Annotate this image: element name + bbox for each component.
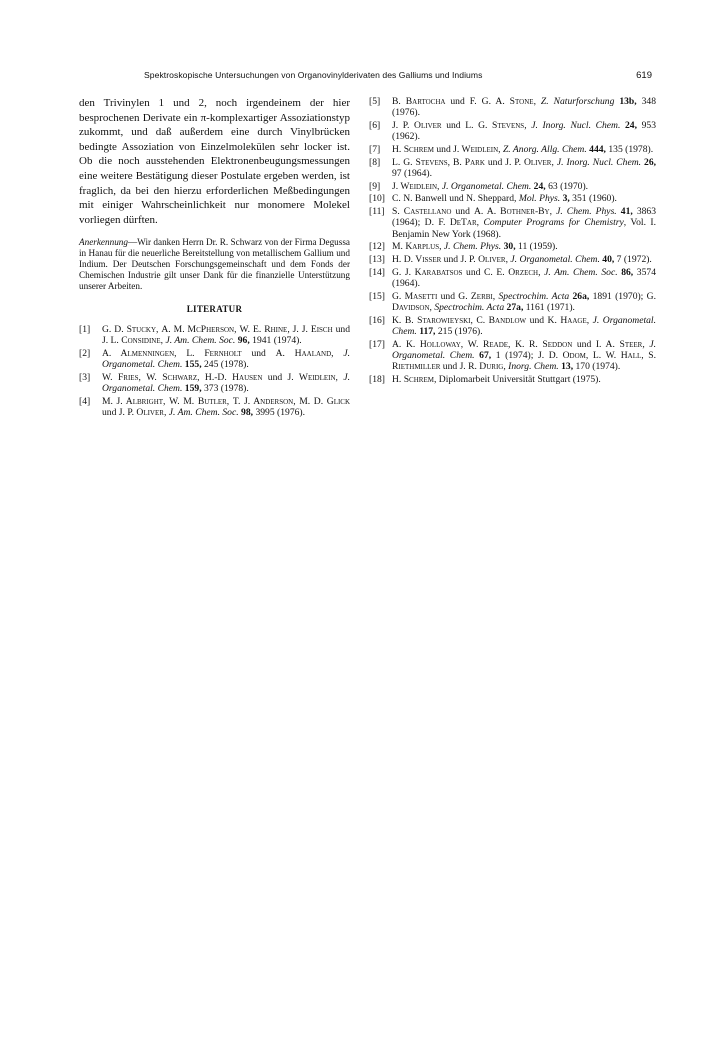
reference-segment: Inorg. Chem. bbox=[508, 361, 559, 373]
reference-segment: 13b, bbox=[619, 96, 637, 107]
reference-segment: J. Chem. Phys. bbox=[443, 241, 502, 253]
page-number: 619 bbox=[636, 70, 652, 81]
reference-text bbox=[392, 241, 558, 252]
reference-segment: , bbox=[460, 338, 468, 350]
reference-segment: J. Organometal. Chem. bbox=[392, 314, 656, 337]
reference-text bbox=[392, 267, 656, 289]
reference-number: [1] bbox=[79, 323, 91, 335]
reference-segment: 96, bbox=[237, 335, 250, 347]
reference-text bbox=[392, 291, 656, 313]
reference-segment: J. Weidlein bbox=[453, 143, 499, 155]
reference-segment: , bbox=[287, 323, 293, 335]
reference-number: [3] bbox=[79, 371, 91, 383]
reference-segment: J. R. Durig bbox=[459, 361, 504, 373]
reference-segment: W. M. Butler bbox=[169, 395, 227, 407]
reference-segment: , bbox=[331, 347, 344, 359]
acknowledgement bbox=[79, 237, 350, 292]
reference-text bbox=[392, 315, 656, 337]
reference-segment: 67, bbox=[479, 349, 492, 361]
reference-segment: A. Haaland bbox=[275, 347, 332, 359]
reference-segment: J. Am. Chem. Soc. bbox=[168, 407, 239, 419]
reference-segment: 30, bbox=[503, 241, 516, 253]
reference-segment: und bbox=[441, 253, 461, 265]
reference-segment: W. Reade bbox=[467, 338, 509, 350]
reference-segment: 86, bbox=[621, 266, 634, 278]
reference-segment: , bbox=[641, 349, 649, 361]
reference-segment: , bbox=[429, 301, 435, 313]
reference-segment: C. E. Orzech bbox=[484, 266, 539, 278]
reference-item bbox=[369, 374, 656, 385]
reference-text bbox=[392, 120, 656, 142]
reference-segment: , bbox=[439, 241, 444, 253]
reference-segment: 953 (1962). bbox=[392, 119, 657, 143]
reference-segment: K. R. Seddon bbox=[515, 338, 573, 350]
reference-segment: , bbox=[163, 395, 170, 407]
reference-segment: und bbox=[484, 156, 506, 168]
reference-number: [2] bbox=[79, 347, 91, 359]
reference-text bbox=[392, 193, 617, 204]
reference-segment: F. G. A. Stone bbox=[469, 96, 534, 107]
reference-number: [18] bbox=[369, 373, 385, 385]
reference-segment: , bbox=[174, 347, 187, 359]
reference-segment: W. Schwarz bbox=[146, 371, 198, 383]
reference-segment: , bbox=[197, 371, 205, 383]
reference-segment: und bbox=[445, 96, 470, 107]
reference-segment: Steer bbox=[619, 338, 643, 350]
reference-segment: A. K. Holloway bbox=[392, 338, 461, 350]
reference-segment: 155, bbox=[184, 359, 202, 371]
reference-segment: 245 (1978). bbox=[201, 359, 249, 371]
reference-item bbox=[369, 96, 656, 119]
reference-number: [15] bbox=[369, 290, 385, 302]
reference-segment: 26a, bbox=[572, 290, 590, 302]
reference-segment: S. Riethmiller bbox=[392, 349, 656, 373]
reference-segment: C. N. Banwell und N. Sheppard, bbox=[392, 193, 519, 205]
reference-segment: und bbox=[441, 119, 466, 131]
reference-segment: , bbox=[524, 119, 532, 131]
reference-segment: 1161 (1971). bbox=[523, 301, 575, 313]
literature-heading: LITERATUR bbox=[186, 303, 243, 314]
reference-number: [5] bbox=[369, 96, 381, 107]
reference-segment: 26, bbox=[644, 156, 657, 168]
reference-segment: J. Organometal. Chem. bbox=[102, 347, 350, 371]
reference-segment: und bbox=[241, 347, 276, 359]
reference-segment: 373 (1978). bbox=[201, 383, 249, 395]
reference-segment: und bbox=[262, 371, 288, 383]
reference-segment: J. Organometal. Chem. bbox=[510, 253, 600, 265]
reference-segment: , bbox=[538, 266, 545, 278]
reference-segment: 7 (1972). bbox=[614, 253, 652, 265]
reference-segment: 97 (1964). bbox=[392, 167, 432, 179]
reference-segment: , bbox=[585, 349, 593, 361]
reference-number: [14] bbox=[369, 266, 385, 278]
reference-segment: J. Inorg. Nucl. Chem. bbox=[531, 119, 621, 131]
right-column bbox=[369, 96, 656, 387]
reference-text bbox=[392, 181, 588, 192]
reference-item bbox=[369, 267, 656, 290]
reference-segment: S. Castellano bbox=[392, 206, 452, 218]
reference-number: [6] bbox=[369, 119, 381, 131]
reference-number: [8] bbox=[369, 156, 381, 168]
reference-segment: M. Karplus bbox=[392, 241, 440, 253]
reference-segment: J. J. Eisch bbox=[292, 323, 333, 335]
reference-text bbox=[392, 96, 656, 118]
reference-segment: 3995 (1976). bbox=[253, 407, 306, 419]
reference-segment: , bbox=[447, 156, 454, 168]
reference-segment: 348 (1976). bbox=[392, 96, 656, 119]
reference-segment: A. A. Bothner-By bbox=[473, 206, 550, 218]
reference-segment: J. Organometal. Chem. bbox=[102, 371, 350, 395]
reference-segment: 117, bbox=[419, 325, 436, 337]
acknowledgement-text: —Wir danken Herrn Dr. R. Schwarz von der Firma Degussa in Hanau für die neuerliche Bereitstellung von metallischem Gallium und Indium. Der Deutschen Forschungsgemeinschaft und dem Fonds der Chemischen Industrie gilt unser Dank für die finanzielle Unterstützung unserer Arbeiten. bbox=[79, 237, 350, 291]
reference-segment: L. G. Stevens bbox=[465, 119, 525, 131]
reference-segment: und bbox=[332, 323, 351, 335]
reference-segment: und bbox=[102, 407, 119, 419]
reference-item bbox=[369, 291, 656, 314]
reference-segment: , bbox=[476, 217, 484, 229]
reference-segment: J. Inorg. Nucl. Chem. bbox=[556, 156, 642, 168]
reference-segment: und bbox=[451, 206, 474, 218]
reference-number: [10] bbox=[369, 193, 385, 205]
reference-segment: J. P. Oliver bbox=[118, 407, 164, 419]
reference-list-left bbox=[79, 324, 350, 419]
reference-segment: , bbox=[234, 323, 240, 335]
reference-segment: 170 (1974). bbox=[573, 361, 621, 373]
reference-segment: 351 (1960). bbox=[569, 193, 617, 205]
reference-segment: 13, bbox=[561, 361, 574, 373]
reference-text bbox=[392, 157, 656, 179]
reference-number: [4] bbox=[79, 395, 91, 407]
reference-text bbox=[102, 396, 350, 418]
reference-segment: , bbox=[551, 156, 557, 168]
reference-item bbox=[79, 372, 350, 395]
reference-segment: , bbox=[138, 371, 147, 383]
reference-segment: C. Bandlow bbox=[476, 314, 527, 326]
reference-segment: 1891 (1970); G. bbox=[589, 290, 656, 302]
reference-segment: K. B. Starowieyski bbox=[392, 314, 471, 326]
reference-segment: , bbox=[293, 395, 300, 407]
reference-segment: G. D. Stucky bbox=[102, 323, 157, 335]
reference-segment: Davidson bbox=[392, 301, 430, 313]
reference-segment: Spectrochim. Acta bbox=[498, 290, 570, 302]
body-paragraph: den Trivinylen 1 und 2, noch irgendeinem der hier besprochenen Derivate ein π-komplexartiger Assoziationstyp zukommt, und daß außerdem eine durch Vinylbrücken bedingte Assoziation von Einzelmolekülen sehr locker ist. Ob die noch ausstehenden Elektronenbeugungsmessungen eine weitere Bestätigung dieser Postulate ergeben werden, ist fraglich, da bei den hierzu erforderlichen Meßbedingungen mit einiger Wahrscheinlichkeit nur monomere Molekel vorliegen dürften. bbox=[79, 97, 350, 226]
reference-segment: J. Am. Chem. Soc. bbox=[544, 266, 618, 278]
reference-segment: H.-D. Hausen bbox=[204, 371, 263, 383]
reference-segment: H. Schrem bbox=[392, 373, 434, 385]
reference-text bbox=[392, 206, 656, 240]
reference-segment: , bbox=[335, 371, 344, 383]
reference-segment: , bbox=[163, 407, 169, 419]
reference-item bbox=[369, 241, 656, 252]
reference-segment: 3574 (1964). bbox=[392, 266, 656, 289]
reference-segment: Z. Naturforschung bbox=[540, 96, 615, 107]
reference-segment: J. Am. Chem. Soc. bbox=[165, 335, 236, 347]
acknowledgement-label: Anerkennung bbox=[79, 237, 128, 248]
reference-segment: B. Bartocha bbox=[392, 96, 446, 107]
reference-segment: G. Masetti bbox=[392, 290, 438, 302]
reference-text bbox=[102, 348, 350, 370]
reference-segment: 98, bbox=[241, 407, 254, 419]
reference-segment: Odom bbox=[562, 349, 586, 361]
reference-segment: , bbox=[156, 323, 162, 335]
reference-segment: , bbox=[437, 180, 442, 192]
reference-segment: W. E. Rhine bbox=[239, 323, 288, 335]
reference-segment: J. Chem. Phys. bbox=[556, 206, 617, 218]
reference-segment: , Vol. I. Benjamin New York (1968). bbox=[392, 217, 657, 240]
reference-number: [9] bbox=[369, 180, 381, 192]
reference-item bbox=[369, 193, 656, 204]
reference-segment: A. M. McPherson bbox=[161, 323, 235, 335]
reference-segment: 24, bbox=[625, 119, 637, 131]
reference-segment: DeTar bbox=[449, 217, 477, 229]
reference-number: [11] bbox=[369, 206, 385, 218]
reference-number: [13] bbox=[369, 253, 385, 265]
reference-segment: H. D. Visser bbox=[392, 253, 442, 265]
reference-segment: , bbox=[508, 338, 516, 350]
reference-segment: 3, bbox=[562, 193, 570, 205]
reference-segment: H. Schrem bbox=[392, 143, 434, 155]
reference-segment: 135 (1978). bbox=[605, 143, 654, 155]
reference-segment: , Diplomarbeit Universität Stuttgart (1975). bbox=[433, 373, 601, 385]
reference-segment: , bbox=[226, 395, 233, 407]
reference-number: [7] bbox=[369, 143, 381, 155]
reference-segment: Z. Anorg. Allg. Chem. bbox=[502, 143, 587, 155]
reference-number: [16] bbox=[369, 314, 385, 326]
reference-text bbox=[392, 144, 653, 155]
reference-item bbox=[369, 157, 656, 180]
reference-segment: M. J. Albright bbox=[102, 395, 164, 407]
reference-item bbox=[79, 324, 350, 347]
reference-segment: und bbox=[433, 143, 454, 155]
reference-item bbox=[79, 396, 350, 419]
reference-item bbox=[369, 254, 656, 265]
reference-segment: 159, bbox=[184, 383, 202, 395]
reference-segment: K. Haage bbox=[547, 314, 587, 326]
reference-number: [17] bbox=[369, 338, 385, 350]
reference-segment: J. Weidlein bbox=[287, 371, 336, 383]
reference-segment: B. Park bbox=[453, 156, 485, 168]
reference-text bbox=[392, 374, 601, 385]
reference-text bbox=[102, 372, 350, 394]
reference-segment: 24, bbox=[533, 180, 546, 192]
reference-segment: Mol. Phys. bbox=[518, 193, 561, 205]
reference-segment: J. Organometal. Chem. bbox=[392, 338, 657, 361]
reference-segment: M. D. Glick bbox=[299, 395, 351, 407]
reference-segment: 215 (1976). bbox=[435, 325, 483, 337]
reference-segment: und bbox=[440, 361, 460, 373]
reference-segment: 11 (1959). bbox=[515, 241, 558, 253]
reference-segment: 40, bbox=[602, 253, 615, 265]
reference-segment: , bbox=[160, 335, 166, 347]
reference-segment: 1 (1974); J. D. bbox=[491, 349, 563, 361]
reference-segment: und bbox=[526, 314, 548, 326]
reference-item bbox=[79, 348, 350, 371]
reference-text bbox=[392, 254, 652, 265]
reference-list-right bbox=[369, 96, 656, 385]
reference-item bbox=[369, 144, 656, 155]
reference-segment: , bbox=[503, 361, 509, 373]
reference-segment: G. J. Karabatsos bbox=[392, 266, 463, 278]
reference-segment: , bbox=[492, 290, 499, 302]
reference-segment: J. P. Oliver bbox=[392, 119, 442, 131]
reference-segment: Spectrochim. Acta bbox=[434, 301, 505, 313]
left-column bbox=[79, 96, 350, 420]
reference-segment: , bbox=[642, 338, 650, 350]
reference-segment: und bbox=[462, 266, 484, 278]
reference-item bbox=[369, 315, 656, 338]
reference-item bbox=[369, 339, 656, 373]
reference-segment: L. W. Hall bbox=[592, 349, 642, 361]
reference-segment: und bbox=[437, 290, 459, 302]
reference-segment: J. P. Oliver bbox=[460, 253, 506, 265]
reference-segment: A. Almenningen bbox=[102, 347, 175, 359]
reference-item bbox=[369, 181, 656, 192]
reference-segment: 3863 (1964); D. F. bbox=[392, 206, 657, 229]
running-title: Spektroskopische Untersuchungen von Organovinylderivaten des Galliums und Indiums bbox=[144, 70, 483, 80]
reference-segment: 41, bbox=[620, 206, 633, 218]
reference-segment: 444, bbox=[589, 143, 606, 155]
reference-segment: 27a, bbox=[506, 301, 524, 313]
running-header bbox=[80, 70, 652, 84]
reference-segment: 63 (1970). bbox=[545, 180, 589, 192]
reference-segment: J. L. Considine bbox=[102, 335, 161, 347]
reference-segment: L. Fernholt bbox=[186, 347, 242, 359]
reference-segment: J. P. Oliver bbox=[505, 156, 552, 168]
reference-segment: und I. A. bbox=[572, 338, 620, 350]
reference-segment: W. Fries bbox=[102, 371, 139, 383]
reference-segment: J. Weidlein bbox=[392, 180, 438, 192]
reference-segment: Computer Programs for Chemistry bbox=[483, 217, 624, 229]
reference-item bbox=[369, 206, 656, 240]
reference-item bbox=[369, 120, 656, 143]
reference-segment: , bbox=[549, 206, 557, 218]
reference-segment: , bbox=[586, 314, 593, 326]
reference-segment: , bbox=[470, 314, 477, 326]
reference-number: [12] bbox=[369, 241, 385, 253]
reference-text bbox=[102, 324, 350, 346]
reference-segment: G. Zerbi bbox=[458, 290, 493, 302]
reference-segment: J. Organometal. Chem. bbox=[441, 180, 532, 192]
reference-segment: , bbox=[533, 96, 541, 107]
reference-segment: T. J. Anderson bbox=[232, 395, 294, 407]
reference-segment: 1941 (1974). bbox=[249, 335, 302, 347]
reference-segment: L. G. Stevens bbox=[392, 156, 448, 168]
reference-text bbox=[392, 339, 656, 373]
reference-segment: , bbox=[498, 143, 503, 155]
reference-segment: , bbox=[505, 253, 511, 265]
